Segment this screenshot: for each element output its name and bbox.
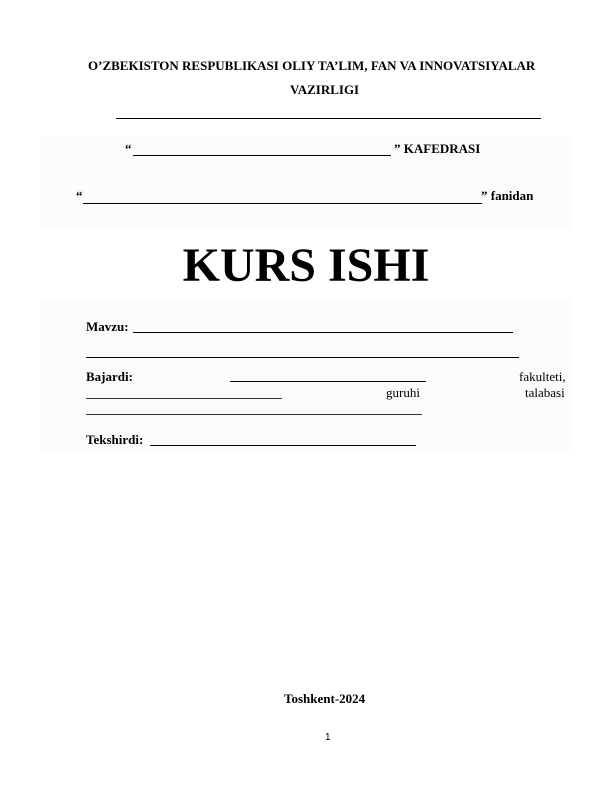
faculty-label: fakulteti, <box>519 369 566 384</box>
reviewer-blank[interactable] <box>150 445 416 446</box>
ministry-line-2: VAZIRLIGI <box>290 82 360 97</box>
group-label: guruhi <box>386 385 420 400</box>
student-name-blank[interactable] <box>86 414 422 415</box>
topic-blank-2[interactable] <box>86 357 519 358</box>
student-label: talabasi <box>525 385 565 400</box>
topic-blank-1[interactable] <box>133 332 513 333</box>
performer-label: Bajardi: <box>86 369 133 384</box>
subject-blank[interactable] <box>83 203 482 204</box>
department-blank[interactable] <box>133 155 391 156</box>
city-year: Toshkent-2024 <box>284 691 366 706</box>
department-open-quote: “ <box>125 141 132 156</box>
page-number: 1 <box>325 732 331 743</box>
ministry-line-1: O’ZBEKISTON RESPUBLIKASI OLIY TA’LIM, FAN VA INNOVATSIYALAR <box>88 58 536 73</box>
group-blank[interactable] <box>86 398 282 399</box>
ministry-underline <box>116 118 541 119</box>
faculty-blank[interactable] <box>230 381 426 382</box>
subject-open-quote: “ <box>76 188 83 203</box>
page-title: KURS ISHI <box>182 239 430 292</box>
department-suffix: ” KAFEDRASI <box>394 141 481 156</box>
subject-suffix: ” fanidan <box>481 188 534 203</box>
topic-label: Mavzu: <box>86 319 129 334</box>
reviewer-label: Tekshirdi: <box>86 432 144 447</box>
background-band <box>40 136 572 228</box>
